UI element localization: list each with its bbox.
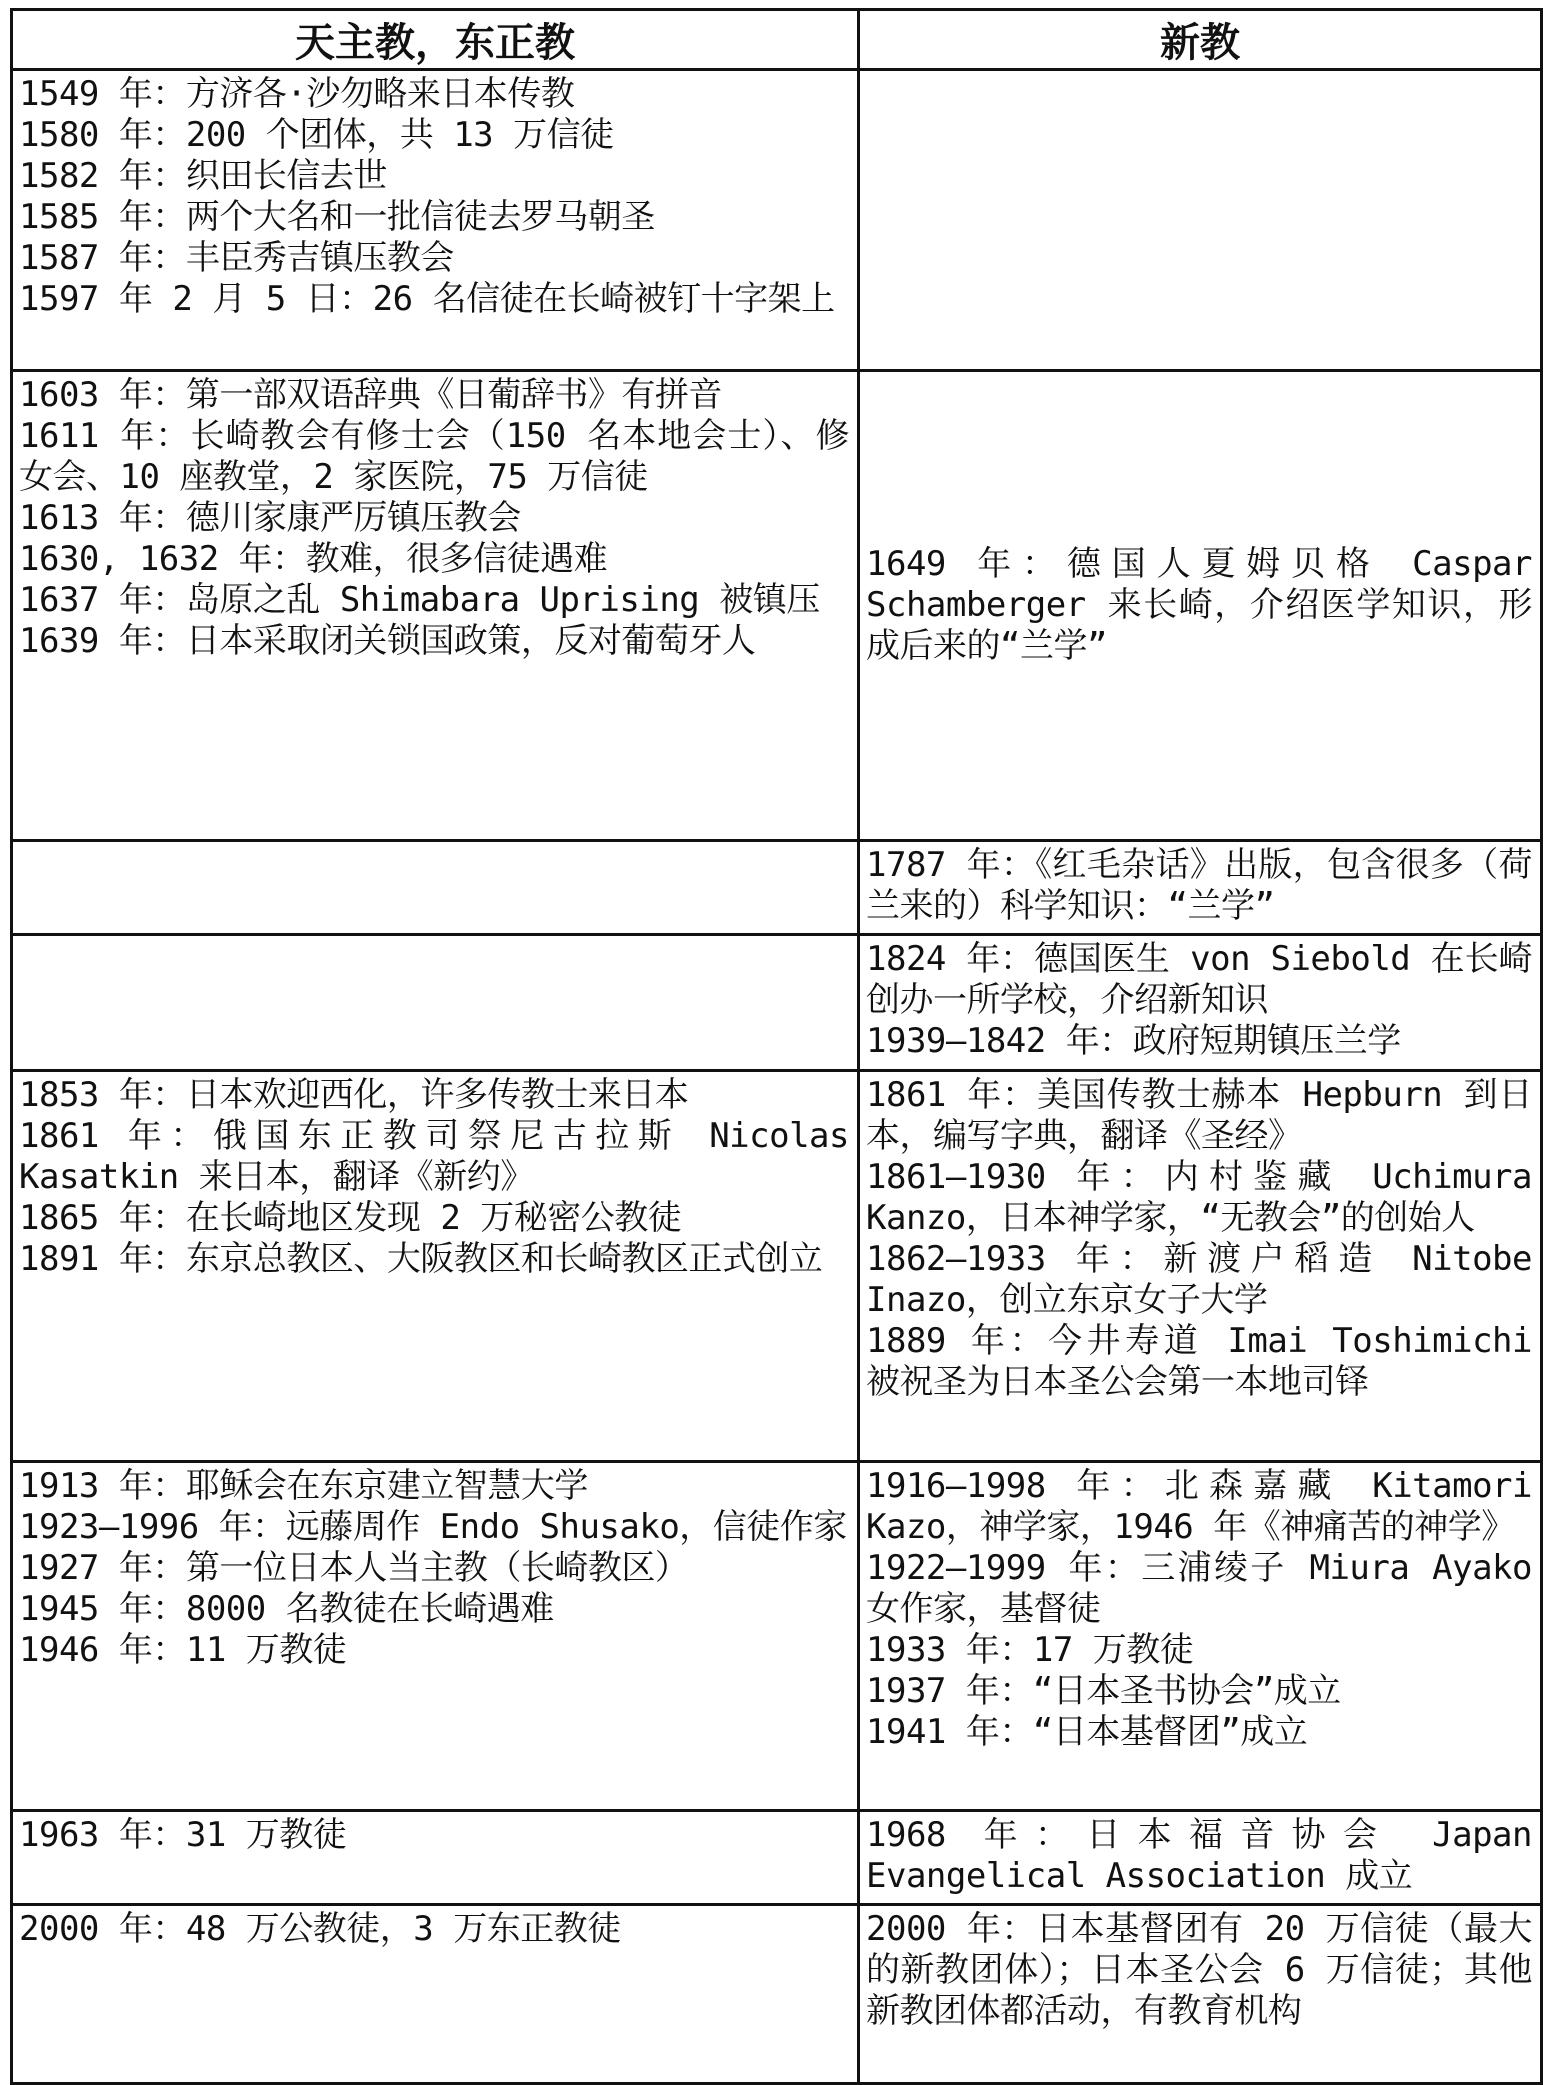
timeline-entry: 2000 年：日本基督团有 20 万信徒（最大的新教团体）；日本圣公会 6 万信徒；其他新教团体都活动，有教育机构 xyxy=(866,1909,1532,2031)
cell-left xyxy=(12,1071,859,1462)
cell-left xyxy=(12,935,859,1071)
timeline-entry: 1946 年：11 万教徒 xyxy=(19,1630,347,1670)
timeline-entry: 1913 年：耶稣会在东京建立智慧大学 xyxy=(19,1466,588,1506)
cell-left xyxy=(12,371,859,841)
timeline-entry: 1611 年：长崎教会有修士会（150 名本地会士）、修女会、10 座教堂，2 家医院，75 万信徒 xyxy=(19,416,849,497)
timeline-entry: 1968 年：日本福音协会 Japan Evangelical Association 成立 xyxy=(866,1815,1532,1896)
timeline-table xyxy=(10,8,1543,2085)
timeline-entry: 1922–1999 年：三浦绫子 Miura Ayako 女作家，基督徒 xyxy=(866,1548,1532,1629)
timeline-entry: 1861 年：美国传教士赫本 Hepburn 到日本，编写字典，翻译《圣经》 xyxy=(866,1075,1532,1156)
cell-right xyxy=(859,1071,1542,1462)
timeline-entry: 1824 年：德国医生 von Siebold 在长崎创办一所学校，介绍新知识 xyxy=(866,939,1532,1020)
cell-right xyxy=(859,935,1542,1071)
cell-right xyxy=(859,841,1542,935)
timeline-entry: 1889 年：今井寿道 Imai Toshimichi 被祝圣为日本圣公会第一本地司铎 xyxy=(866,1321,1532,1402)
timeline-entry: 1597 年 2 月 5 日：26 名信徒在长崎被钉十字架上 xyxy=(19,279,835,319)
timeline-entry: 1861–1930 年：内村鉴藏 Uchimura Kanzo，日本神学家，“无教会”的创始人 xyxy=(866,1157,1532,1238)
header-catholic-orthodox: 天主教，东正教 xyxy=(12,10,859,70)
timeline-entry: 1861 年：俄国东正教司祭尼古拉斯 Nicolas Kasatkin 来日本，翻译《新约》 xyxy=(19,1116,849,1197)
table-row xyxy=(12,841,1542,935)
cell-left xyxy=(12,1811,859,1905)
timeline-entry: 1630, 1632 年：教难，很多信徒遇难 xyxy=(19,539,608,579)
timeline-entry: 1927 年：第一位日本人当主教（长崎教区） xyxy=(19,1548,689,1588)
timeline-entry: 1853 年：日本欢迎西化，许多传教士来日本 xyxy=(19,1075,689,1115)
timeline-entry: 1549 年：方济各·沙勿略来日本传教 xyxy=(19,74,575,114)
cell-left xyxy=(12,1905,859,2084)
timeline-entry: 1639 年：日本采取闭关锁国政策，反对葡萄牙人 xyxy=(19,621,756,661)
cell-left xyxy=(12,70,859,371)
cell-left xyxy=(12,1462,859,1811)
timeline-entry: 1933 年：17 万教徒 xyxy=(866,1630,1194,1670)
header-protestant: 新教 xyxy=(859,10,1542,70)
timeline-entry: 1941 年：“日本基督团”成立 xyxy=(866,1712,1308,1752)
cell-right xyxy=(859,70,1542,371)
table-row xyxy=(12,935,1542,1071)
timeline-entry: 1603 年：第一部双语辞典《日葡辞书》有拼音 xyxy=(19,375,722,415)
timeline-entry: 1937 年：“日本圣书协会”成立 xyxy=(866,1671,1341,1711)
header-row xyxy=(12,10,1542,70)
table-row xyxy=(12,1905,1542,2084)
timeline-entry: 1963 年：31 万教徒 xyxy=(19,1815,347,1855)
table-row xyxy=(12,371,1542,841)
table-row xyxy=(12,1462,1542,1811)
table-row xyxy=(12,1071,1542,1462)
timeline-entry: 1585 年：两个大名和一批信徒去罗马朝圣 xyxy=(19,197,655,237)
timeline-entry: 1916–1998 年：北森嘉藏 Kitamori Kazo，神学家，1946 年《神痛苦的神学》 xyxy=(866,1466,1532,1547)
table-row xyxy=(12,1811,1542,1905)
table-row xyxy=(12,70,1542,371)
timeline-entry: 1865 年：在长崎地区发现 2 万秘密公教徒 xyxy=(19,1198,682,1238)
timeline-entry: 1613 年：德川家康严厉镇压教会 xyxy=(19,498,521,538)
timeline-entry: 1945 年：8000 名教徒在长崎遇难 xyxy=(19,1589,554,1629)
timeline-entry: 1637 年：岛原之乱 Shimabara Uprising 被镇压 xyxy=(19,580,820,620)
cell-right xyxy=(859,1811,1542,1905)
timeline-entry: 1649 年：德国人夏姆贝格 Caspar Schamberger 来长崎，介绍医学知识，形成后来的“兰学” xyxy=(866,544,1532,666)
timeline-entry: 1939–1842 年：政府短期镇压兰学 xyxy=(866,1021,1401,1061)
timeline-entry: 1582 年：织田长信去世 xyxy=(19,156,387,196)
timeline-entry: 1862–1933 年：新渡户稻造 Nitobe Inazo，创立东京女子大学 xyxy=(866,1239,1532,1320)
timeline-entry: 1580 年：200 个团体，共 13 万信徒 xyxy=(19,115,614,155)
cell-right xyxy=(859,1462,1542,1811)
timeline-entry: 1787 年：《红毛杂话》出版，包含很多（荷兰来的）科学知识：“兰学” xyxy=(866,845,1532,926)
timeline-entry: 1587 年：丰臣秀吉镇压教会 xyxy=(19,238,454,278)
cell-right xyxy=(859,371,1542,841)
cell-left xyxy=(12,841,859,935)
timeline-entry: 1891 年：东京总教区、大阪教区和长崎教区正式创立 xyxy=(19,1239,823,1279)
cell-right xyxy=(859,1905,1542,2084)
timeline-entry: 2000 年：48 万公教徒，3 万东正教徒 xyxy=(19,1909,621,1949)
timeline-entry: 1923–1996 年：远藤周作 Endo Shusako，信徒作家 xyxy=(19,1507,847,1547)
